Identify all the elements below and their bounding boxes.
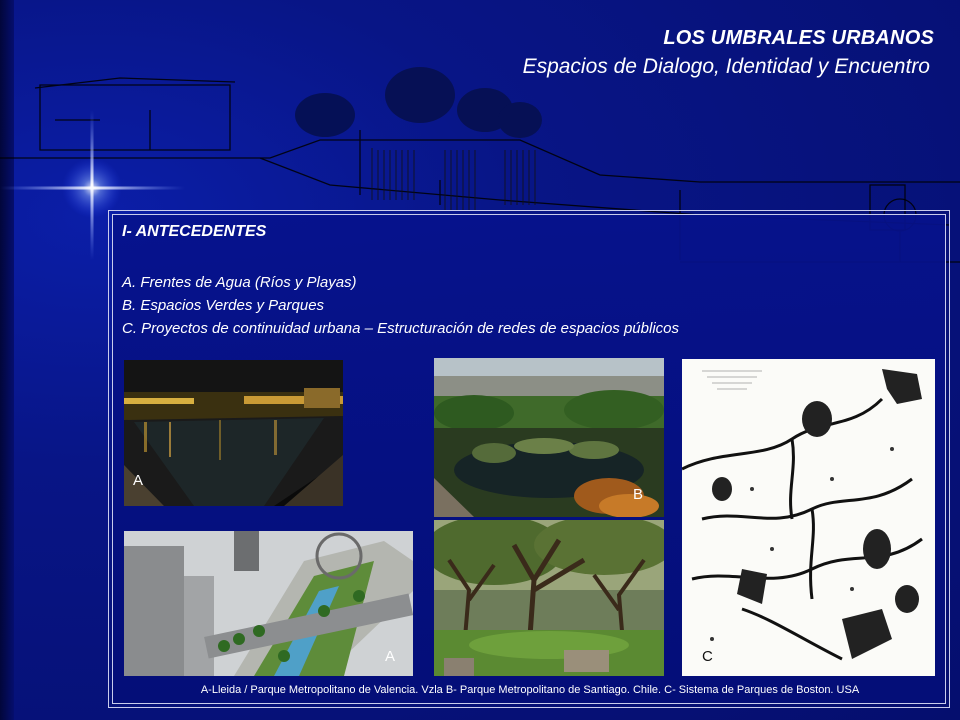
image-caption: A-Lleida / Parque Metropolitano de Valencia. Vzla B- Parque Metropolitano de Santiago. Chile. C- Sistema de Parques de Boston. USA xyxy=(200,684,860,696)
list-item-b: B. Espacios Verdes y Parques xyxy=(122,297,325,314)
list-item-c: C. Proyectos de continuidad urbana – Estructuración de redes de espacios públicos xyxy=(122,320,679,337)
photo-label-a-top: A xyxy=(133,472,144,489)
slide-subtitle: Espacios de Dialogo, Identidad y Encuentro xyxy=(522,55,930,78)
park-trees-photo xyxy=(434,520,664,676)
list-item-a: A. Frentes de Agua (Ríos y Playas) xyxy=(122,274,357,291)
urban-render-photo xyxy=(124,531,413,676)
photo-label-c: C xyxy=(702,648,713,665)
park-lake-photo xyxy=(434,358,664,517)
slide-title: LOS UMBRALES URBANOS xyxy=(663,27,934,49)
photo-label-a-bottom: A xyxy=(385,648,396,665)
boston-parks-map xyxy=(682,359,935,676)
night-river-photo xyxy=(124,360,343,506)
section-heading: I- ANTECEDENTES xyxy=(122,223,267,240)
photo-label-b: B xyxy=(633,486,644,503)
